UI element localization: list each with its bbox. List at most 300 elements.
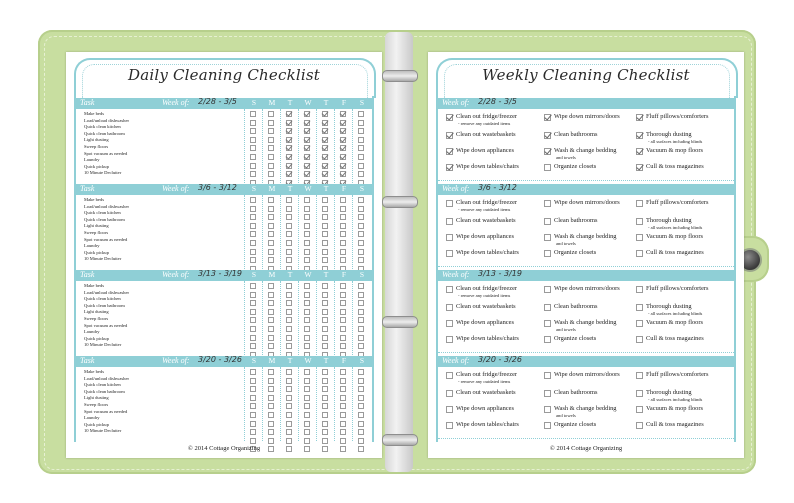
task-checkbox[interactable] — [322, 438, 328, 444]
task-checkbox[interactable] — [304, 386, 310, 392]
task-checkbox[interactable] — [340, 283, 346, 289]
chore-checkbox[interactable] — [636, 320, 643, 327]
task-checkbox[interactable] — [358, 257, 364, 263]
task-checkbox[interactable] — [286, 145, 292, 151]
task-checkbox[interactable] — [340, 240, 346, 246]
task-checkbox[interactable] — [304, 223, 310, 229]
task-checkbox[interactable] — [304, 326, 310, 332]
task-checkbox[interactable] — [358, 249, 364, 255]
task-checkbox[interactable] — [322, 343, 328, 349]
chore-checkbox[interactable] — [544, 250, 551, 257]
chore-checkbox[interactable] — [446, 286, 453, 293]
task-checkbox[interactable] — [322, 163, 328, 169]
task-checkbox[interactable] — [268, 257, 274, 263]
task-checkbox[interactable] — [358, 145, 364, 151]
task-checkbox[interactable] — [268, 111, 274, 117]
chore-checkbox[interactable] — [544, 320, 551, 327]
task-checkbox[interactable] — [358, 412, 364, 418]
task-checkbox[interactable] — [322, 335, 328, 341]
task-checkbox[interactable] — [286, 283, 292, 289]
chore-checkbox[interactable] — [446, 148, 453, 155]
task-checkbox[interactable] — [358, 240, 364, 246]
task-checkbox[interactable] — [268, 249, 274, 255]
chore-checkbox[interactable] — [636, 148, 643, 155]
task-checkbox[interactable] — [268, 137, 274, 143]
task-item: Laundry — [84, 157, 100, 163]
task-checkbox[interactable] — [340, 421, 346, 427]
task-checkbox[interactable] — [322, 300, 328, 306]
task-checkbox[interactable] — [286, 163, 292, 169]
task-checkbox[interactable] — [358, 214, 364, 220]
chore-checkbox[interactable] — [544, 372, 551, 379]
task-checkbox[interactable] — [286, 395, 292, 401]
task-checkbox[interactable] — [250, 317, 256, 323]
column-divider — [334, 367, 335, 441]
task-checkbox[interactable] — [304, 249, 310, 255]
task-checkbox[interactable] — [304, 292, 310, 298]
task-checkbox[interactable] — [322, 421, 328, 427]
task-checkbox[interactable] — [322, 231, 328, 237]
task-checkbox[interactable] — [268, 438, 274, 444]
task-checkbox[interactable] — [268, 163, 274, 169]
task-checkbox[interactable] — [250, 300, 256, 306]
chore-checkbox[interactable] — [544, 114, 551, 121]
task-checkbox[interactable] — [322, 145, 328, 151]
task-checkbox[interactable] — [322, 154, 328, 160]
task-checkbox[interactable] — [358, 128, 364, 134]
task-checkbox[interactable] — [304, 206, 310, 212]
task-checkbox[interactable] — [358, 292, 364, 298]
chore-label: Clean out fridge/freezer — [456, 371, 518, 378]
week-body — [438, 281, 734, 356]
task-checkbox[interactable] — [286, 403, 292, 409]
chore-label: Wipe down appliances — [456, 319, 514, 326]
task-checkbox[interactable] — [304, 317, 310, 323]
task-checkbox[interactable] — [268, 335, 274, 341]
week-dates: 3/13 - 3/19 — [478, 269, 522, 278]
chore-checkbox[interactable] — [544, 336, 551, 343]
chore-checkbox[interactable] — [446, 390, 453, 397]
task-checkbox[interactable] — [286, 111, 292, 117]
task-checkbox[interactable] — [304, 395, 310, 401]
task-checkbox[interactable] — [250, 386, 256, 392]
task-checkbox[interactable] — [304, 429, 310, 435]
task-checkbox[interactable] — [304, 154, 310, 160]
task-checkbox[interactable] — [286, 197, 292, 203]
task-checkbox[interactable] — [340, 171, 346, 177]
task-checkbox[interactable] — [250, 403, 256, 409]
task-checkbox[interactable] — [286, 378, 292, 384]
task-checkbox[interactable] — [268, 369, 274, 375]
column-divider — [262, 281, 263, 355]
chore-checkbox[interactable] — [446, 372, 453, 379]
task-checkbox[interactable] — [268, 240, 274, 246]
task-checkbox[interactable] — [340, 231, 346, 237]
task-checkbox[interactable] — [340, 137, 346, 143]
chore-checkbox[interactable] — [636, 286, 643, 293]
chore-checkbox[interactable] — [446, 406, 453, 413]
task-checkbox[interactable] — [358, 154, 364, 160]
task-checkbox[interactable] — [322, 369, 328, 375]
task-checkbox[interactable] — [250, 412, 256, 418]
task-checkbox[interactable] — [268, 309, 274, 315]
chore-label: Clean out fridge/freezer — [456, 113, 518, 120]
task-checkbox[interactable] — [286, 231, 292, 237]
task-checkbox[interactable] — [358, 378, 364, 384]
task-checkbox[interactable] — [268, 154, 274, 160]
task-checkbox[interactable] — [250, 111, 256, 117]
task-checkbox[interactable] — [322, 395, 328, 401]
task-checkbox[interactable] — [250, 421, 256, 427]
task-checkbox[interactable] — [304, 257, 310, 263]
task-checkbox[interactable] — [358, 438, 364, 444]
task-checkbox[interactable] — [250, 137, 256, 143]
chore-checkbox[interactable] — [636, 406, 643, 413]
chore-checkbox[interactable] — [636, 304, 643, 311]
task-checkbox[interactable] — [358, 223, 364, 229]
task-checkbox[interactable] — [340, 120, 346, 126]
chore-checkbox[interactable] — [446, 422, 453, 429]
chore-checkbox[interactable] — [446, 336, 453, 343]
task-checkbox[interactable] — [304, 343, 310, 349]
task-checkbox[interactable] — [322, 429, 328, 435]
task-checkbox[interactable] — [250, 163, 256, 169]
task-checkbox[interactable] — [286, 421, 292, 427]
task-checkbox[interactable] — [286, 438, 292, 444]
chore-checkbox[interactable] — [636, 114, 643, 121]
task-checkbox[interactable] — [322, 206, 328, 212]
task-checkbox[interactable] — [286, 300, 292, 306]
task-checkbox[interactable] — [250, 223, 256, 229]
task-checkbox[interactable] — [340, 214, 346, 220]
task-checkbox[interactable] — [340, 326, 346, 332]
task-checkbox[interactable] — [340, 111, 346, 117]
task-checkbox[interactable] — [304, 378, 310, 384]
task-checkbox[interactable] — [286, 343, 292, 349]
task-checkbox[interactable] — [268, 231, 274, 237]
chore-checkbox[interactable] — [446, 304, 453, 311]
task-checkbox[interactable] — [286, 369, 292, 375]
task-checkbox[interactable] — [268, 317, 274, 323]
task-checkbox[interactable] — [286, 386, 292, 392]
task-checkbox[interactable] — [268, 206, 274, 212]
task-checkbox[interactable] — [340, 197, 346, 203]
task-checkbox[interactable] — [268, 283, 274, 289]
task-checkbox[interactable] — [286, 206, 292, 212]
task-checkbox[interactable] — [304, 300, 310, 306]
task-checkbox[interactable] — [340, 145, 346, 151]
task-checkbox[interactable] — [340, 343, 346, 349]
task-checkbox[interactable] — [322, 111, 328, 117]
chore-checkbox[interactable] — [446, 200, 453, 207]
task-checkbox[interactable] — [304, 403, 310, 409]
task-checkbox[interactable] — [340, 292, 346, 298]
task-checkbox[interactable] — [304, 421, 310, 427]
day-header: F — [341, 270, 347, 279]
task-checkbox[interactable] — [358, 111, 364, 117]
chore-checkbox[interactable] — [446, 164, 453, 171]
task-checkbox[interactable] — [268, 343, 274, 349]
task-checkbox[interactable] — [250, 128, 256, 134]
chore-checkbox[interactable] — [636, 250, 643, 257]
task-checkbox[interactable] — [340, 412, 346, 418]
task-checkbox[interactable] — [268, 395, 274, 401]
task-checkbox[interactable] — [358, 231, 364, 237]
task-checkbox[interactable] — [250, 369, 256, 375]
binder-ring-icon — [382, 196, 418, 208]
task-checkbox[interactable] — [358, 317, 364, 323]
task-checkbox[interactable] — [250, 120, 256, 126]
task-checkbox[interactable] — [250, 231, 256, 237]
task-checkbox[interactable] — [250, 145, 256, 151]
task-checkbox[interactable] — [340, 257, 346, 263]
chore-checkbox[interactable] — [636, 200, 643, 207]
task-checkbox[interactable] — [268, 386, 274, 392]
chore-checkbox[interactable] — [544, 234, 551, 241]
task-checkbox[interactable] — [250, 283, 256, 289]
task-checkbox[interactable] — [340, 369, 346, 375]
task-checkbox[interactable] — [304, 120, 310, 126]
task-item: Laundry — [84, 243, 100, 249]
task-checkbox[interactable] — [340, 309, 346, 315]
task-checkbox[interactable] — [286, 128, 292, 134]
chore-checkbox[interactable] — [636, 218, 643, 225]
task-checkbox[interactable] — [358, 197, 364, 203]
task-checkbox[interactable] — [286, 240, 292, 246]
task-checkbox[interactable] — [286, 429, 292, 435]
task-checkbox[interactable] — [286, 292, 292, 298]
task-checkbox[interactable] — [304, 137, 310, 143]
task-checkbox[interactable] — [340, 335, 346, 341]
task-checkbox[interactable] — [268, 326, 274, 332]
task-checkbox[interactable] — [358, 369, 364, 375]
task-checkbox[interactable] — [358, 137, 364, 143]
chore-checkbox[interactable] — [544, 406, 551, 413]
task-checkbox[interactable] — [250, 395, 256, 401]
task-checkbox[interactable] — [322, 197, 328, 203]
column-divider — [352, 281, 353, 355]
chore-checkbox[interactable] — [446, 114, 453, 121]
task-checkbox[interactable] — [322, 120, 328, 126]
task-checkbox[interactable] — [322, 326, 328, 332]
chore-label: Wipe down tables/chairs — [456, 335, 519, 342]
task-checkbox[interactable] — [304, 231, 310, 237]
task-checkbox[interactable] — [286, 223, 292, 229]
task-item: Quick clean bathroom — [84, 130, 125, 136]
task-checkbox[interactable] — [322, 292, 328, 298]
task-checkbox[interactable] — [250, 309, 256, 315]
task-checkbox[interactable] — [358, 335, 364, 341]
task-checkbox[interactable] — [358, 421, 364, 427]
task-checkbox[interactable] — [358, 403, 364, 409]
chore-checkbox[interactable] — [544, 148, 551, 155]
chore-checkbox[interactable] — [446, 234, 453, 241]
chore-checkbox[interactable] — [544, 286, 551, 293]
task-checkbox[interactable] — [286, 412, 292, 418]
chore-checkbox[interactable] — [446, 132, 453, 139]
chore-checkbox[interactable] — [544, 390, 551, 397]
task-checkbox[interactable] — [250, 343, 256, 349]
task-checkbox[interactable] — [268, 300, 274, 306]
task-checkbox[interactable] — [322, 257, 328, 263]
task-checkbox[interactable] — [340, 249, 346, 255]
chore-checkbox[interactable] — [446, 218, 453, 225]
task-checkbox[interactable] — [322, 309, 328, 315]
task-checkbox[interactable] — [340, 154, 346, 160]
task-checkbox[interactable] — [250, 154, 256, 160]
day-header: F — [341, 98, 347, 107]
chore-checkbox[interactable] — [636, 422, 643, 429]
task-checkbox[interactable] — [286, 214, 292, 220]
task-checkbox[interactable] — [286, 317, 292, 323]
task-checkbox[interactable] — [358, 283, 364, 289]
task-checkbox[interactable] — [268, 421, 274, 427]
task-checkbox[interactable] — [358, 429, 364, 435]
task-checkbox[interactable] — [322, 137, 328, 143]
week-of-label: Week of: — [162, 270, 190, 279]
task-checkbox[interactable] — [268, 214, 274, 220]
task-checkbox[interactable] — [250, 429, 256, 435]
task-checkbox[interactable] — [358, 206, 364, 212]
task-checkbox[interactable] — [358, 171, 364, 177]
task-checkbox[interactable] — [304, 163, 310, 169]
task-checkbox[interactable] — [358, 395, 364, 401]
task-checkbox[interactable] — [340, 223, 346, 229]
chore-checkbox[interactable] — [544, 422, 551, 429]
task-checkbox[interactable] — [286, 326, 292, 332]
task-checkbox[interactable] — [250, 197, 256, 203]
task-checkbox[interactable] — [268, 292, 274, 298]
chore-checkbox[interactable] — [446, 250, 453, 257]
task-checkbox[interactable] — [268, 378, 274, 384]
task-checkbox[interactable] — [286, 154, 292, 160]
task-checkbox[interactable] — [322, 214, 328, 220]
task-checkbox[interactable] — [358, 343, 364, 349]
task-checkbox[interactable] — [286, 249, 292, 255]
task-checkbox[interactable] — [322, 171, 328, 177]
task-checkbox[interactable] — [340, 378, 346, 384]
task-checkbox[interactable] — [358, 326, 364, 332]
task-checkbox[interactable] — [268, 120, 274, 126]
task-checkbox[interactable] — [358, 386, 364, 392]
task-checkbox[interactable] — [304, 240, 310, 246]
task-list — [84, 197, 184, 263]
task-checkbox[interactable] — [286, 171, 292, 177]
chore-checkbox[interactable] — [544, 218, 551, 225]
task-checkbox[interactable] — [268, 403, 274, 409]
task-checkbox[interactable] — [340, 128, 346, 134]
task-checkbox[interactable] — [340, 438, 346, 444]
task-checkbox[interactable] — [268, 128, 274, 134]
task-checkbox[interactable] — [286, 137, 292, 143]
task-checkbox[interactable] — [268, 429, 274, 435]
task-checkbox[interactable] — [304, 111, 310, 117]
task-checkbox[interactable] — [304, 369, 310, 375]
chore-label: Thorough dusting — [646, 217, 692, 224]
task-checkbox[interactable] — [340, 429, 346, 435]
chore-checkbox[interactable] — [544, 164, 551, 171]
task-checkbox[interactable] — [322, 317, 328, 323]
task-checkbox[interactable] — [268, 223, 274, 229]
chore-checkbox[interactable] — [544, 304, 551, 311]
task-checkbox[interactable] — [322, 249, 328, 255]
task-checkbox[interactable] — [304, 309, 310, 315]
task-checkbox[interactable] — [340, 386, 346, 392]
task-checkbox[interactable] — [340, 403, 346, 409]
task-checkbox[interactable] — [250, 378, 256, 384]
task-checkbox[interactable] — [268, 412, 274, 418]
task-checkbox[interactable] — [358, 309, 364, 315]
day-column — [320, 369, 330, 455]
task-checkbox[interactable] — [304, 412, 310, 418]
task-checkbox[interactable] — [286, 335, 292, 341]
task-checkbox[interactable] — [340, 317, 346, 323]
task-checkbox[interactable] — [322, 403, 328, 409]
task-checkbox[interactable] — [250, 171, 256, 177]
task-checkbox[interactable] — [322, 283, 328, 289]
task-checkbox[interactable] — [340, 206, 346, 212]
task-checkbox[interactable] — [250, 335, 256, 341]
task-checkbox[interactable] — [304, 214, 310, 220]
chore-checkbox[interactable] — [636, 390, 643, 397]
task-checkbox[interactable] — [250, 292, 256, 298]
task-checkbox[interactable] — [250, 257, 256, 263]
chore-checkbox[interactable] — [544, 132, 551, 139]
task-checkbox[interactable] — [304, 145, 310, 151]
task-checkbox[interactable] — [304, 128, 310, 134]
task-checkbox[interactable] — [322, 128, 328, 134]
task-checkbox[interactable] — [286, 257, 292, 263]
task-checkbox[interactable] — [286, 309, 292, 315]
task-checkbox[interactable] — [304, 171, 310, 177]
chore-checkbox[interactable] — [636, 164, 643, 171]
task-checkbox[interactable] — [250, 240, 256, 246]
task-checkbox[interactable] — [322, 386, 328, 392]
task-checkbox[interactable] — [322, 223, 328, 229]
chore-checkbox[interactable] — [446, 320, 453, 327]
week-header — [76, 356, 372, 367]
task-checkbox[interactable] — [304, 283, 310, 289]
task-checkbox[interactable] — [268, 171, 274, 177]
task-checkbox[interactable] — [250, 326, 256, 332]
task-checkbox[interactable] — [322, 378, 328, 384]
task-checkbox[interactable] — [358, 300, 364, 306]
task-checkbox[interactable] — [250, 206, 256, 212]
chore-checkbox[interactable] — [544, 200, 551, 207]
task-checkbox[interactable] — [268, 145, 274, 151]
task-checkbox[interactable] — [250, 438, 256, 444]
task-checkbox[interactable] — [286, 120, 292, 126]
task-checkbox[interactable] — [340, 395, 346, 401]
task-checkbox[interactable] — [268, 197, 274, 203]
chore-checkbox[interactable] — [636, 336, 643, 343]
task-checkbox[interactable] — [340, 300, 346, 306]
chore-checkbox[interactable] — [636, 132, 643, 139]
week-dates: 3/13 - 3/19 — [198, 269, 242, 278]
task-checkbox[interactable] — [358, 163, 364, 169]
task-checkbox[interactable] — [250, 214, 256, 220]
task-checkbox[interactable] — [250, 249, 256, 255]
task-checkbox[interactable] — [322, 240, 328, 246]
task-checkbox[interactable] — [340, 163, 346, 169]
task-checkbox[interactable] — [304, 335, 310, 341]
task-checkbox[interactable] — [304, 438, 310, 444]
chore-checkbox[interactable] — [636, 372, 643, 379]
chore-checkbox[interactable] — [636, 234, 643, 241]
task-checkbox[interactable] — [304, 197, 310, 203]
task-checkbox[interactable] — [322, 412, 328, 418]
task-checkbox[interactable] — [358, 120, 364, 126]
